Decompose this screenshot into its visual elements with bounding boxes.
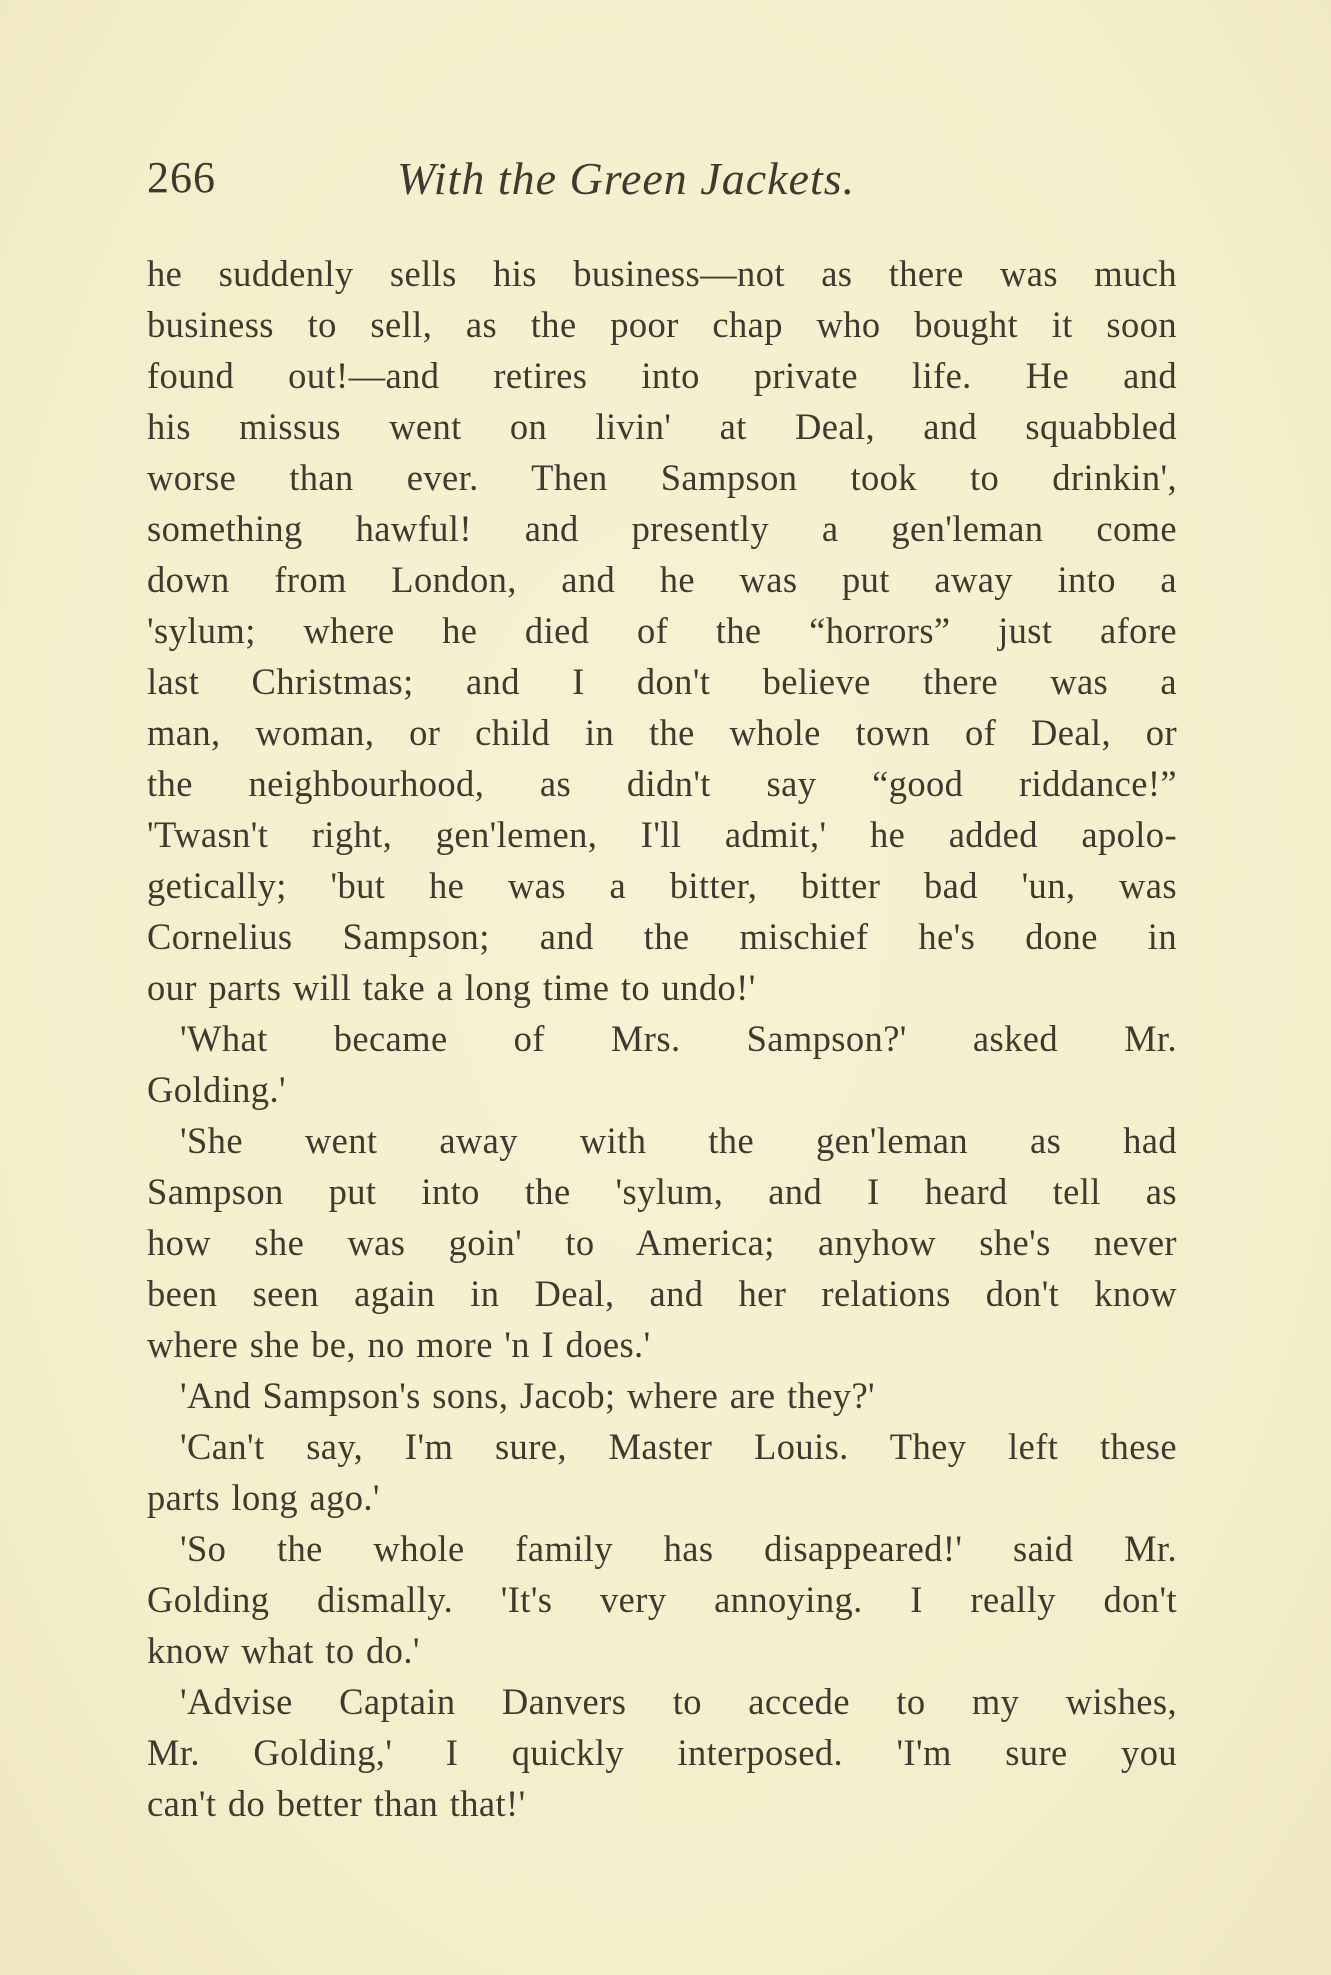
text-line: know what to do.' xyxy=(147,1630,420,1671)
page-number: 266 xyxy=(147,153,216,202)
text-line: business to sell, as the poor chap who bought it soon xyxy=(147,304,1177,345)
text-line: 'And Sampson's sons, Jacob; where are they?' xyxy=(180,1375,876,1416)
text-line: man, woman, or child in the whole town of Deal, or xyxy=(147,712,1177,753)
text-line: our parts will take a long time to undo!' xyxy=(147,967,756,1008)
text-line: 'So the whole family has disappeared!' said Mr. xyxy=(180,1528,1177,1569)
text-line: Mr. Golding,' I quickly interposed. 'I'm sure you xyxy=(147,1732,1177,1773)
body-text xyxy=(147,248,1177,1829)
text-line: his missus went on livin' at Deal, and squabbled xyxy=(147,406,1177,447)
text-line: 'What became of Mrs. Sampson?' asked Mr. xyxy=(180,1018,1177,1059)
text-line: been seen again in Deal, and her relations don't know xyxy=(147,1273,1177,1314)
text-line: 'sylum; where he died of the “horrors” just afore xyxy=(147,610,1177,651)
text-line: 'Advise Captain Danvers to accede to my wishes, xyxy=(180,1681,1177,1722)
text-line: worse than ever. Then Sampson took to drinkin', xyxy=(147,457,1177,498)
text-line: 'Twasn't right, gen'lemen, I'll admit,' he added apolo- xyxy=(147,814,1177,855)
running-title: With the Green Jackets. xyxy=(397,153,856,204)
text-line: Golding.' xyxy=(147,1069,286,1110)
text-line: can't do better than that!' xyxy=(147,1783,526,1824)
text-line: found out!—and retires into private life. He and xyxy=(147,355,1177,396)
text-line: Cornelius Sampson; and the mischief he's done in xyxy=(147,916,1177,957)
text-line: how she was goin' to America; anyhow she's never xyxy=(147,1222,1177,1263)
text-line: he suddenly sells his business—not as there was much xyxy=(147,253,1177,294)
text-line: Sampson put into the 'sylum, and I heard tell as xyxy=(147,1171,1177,1212)
text-line: Golding dismally. 'It's very annoying. I really don't xyxy=(147,1579,1177,1620)
text-line: parts long ago.' xyxy=(147,1477,380,1518)
text-line: something hawful! and presently a gen'leman come xyxy=(147,508,1177,549)
text-line: the neighbourhood, as didn't say “good riddance!” xyxy=(147,763,1177,804)
text-line: 'She went away with the gen'leman as had xyxy=(180,1120,1177,1161)
page-header xyxy=(147,152,1177,212)
text-line: 'Can't say, I'm sure, Master Louis. They left these xyxy=(180,1426,1177,1467)
text-line: where she be, no more 'n I does.' xyxy=(147,1324,651,1365)
text-line: down from London, and he was put away into a xyxy=(147,559,1177,600)
text-line: last Christmas; and I don't believe there was a xyxy=(147,661,1177,702)
text-line: getically; 'but he was a bitter, bitter bad 'un, was xyxy=(147,865,1177,906)
